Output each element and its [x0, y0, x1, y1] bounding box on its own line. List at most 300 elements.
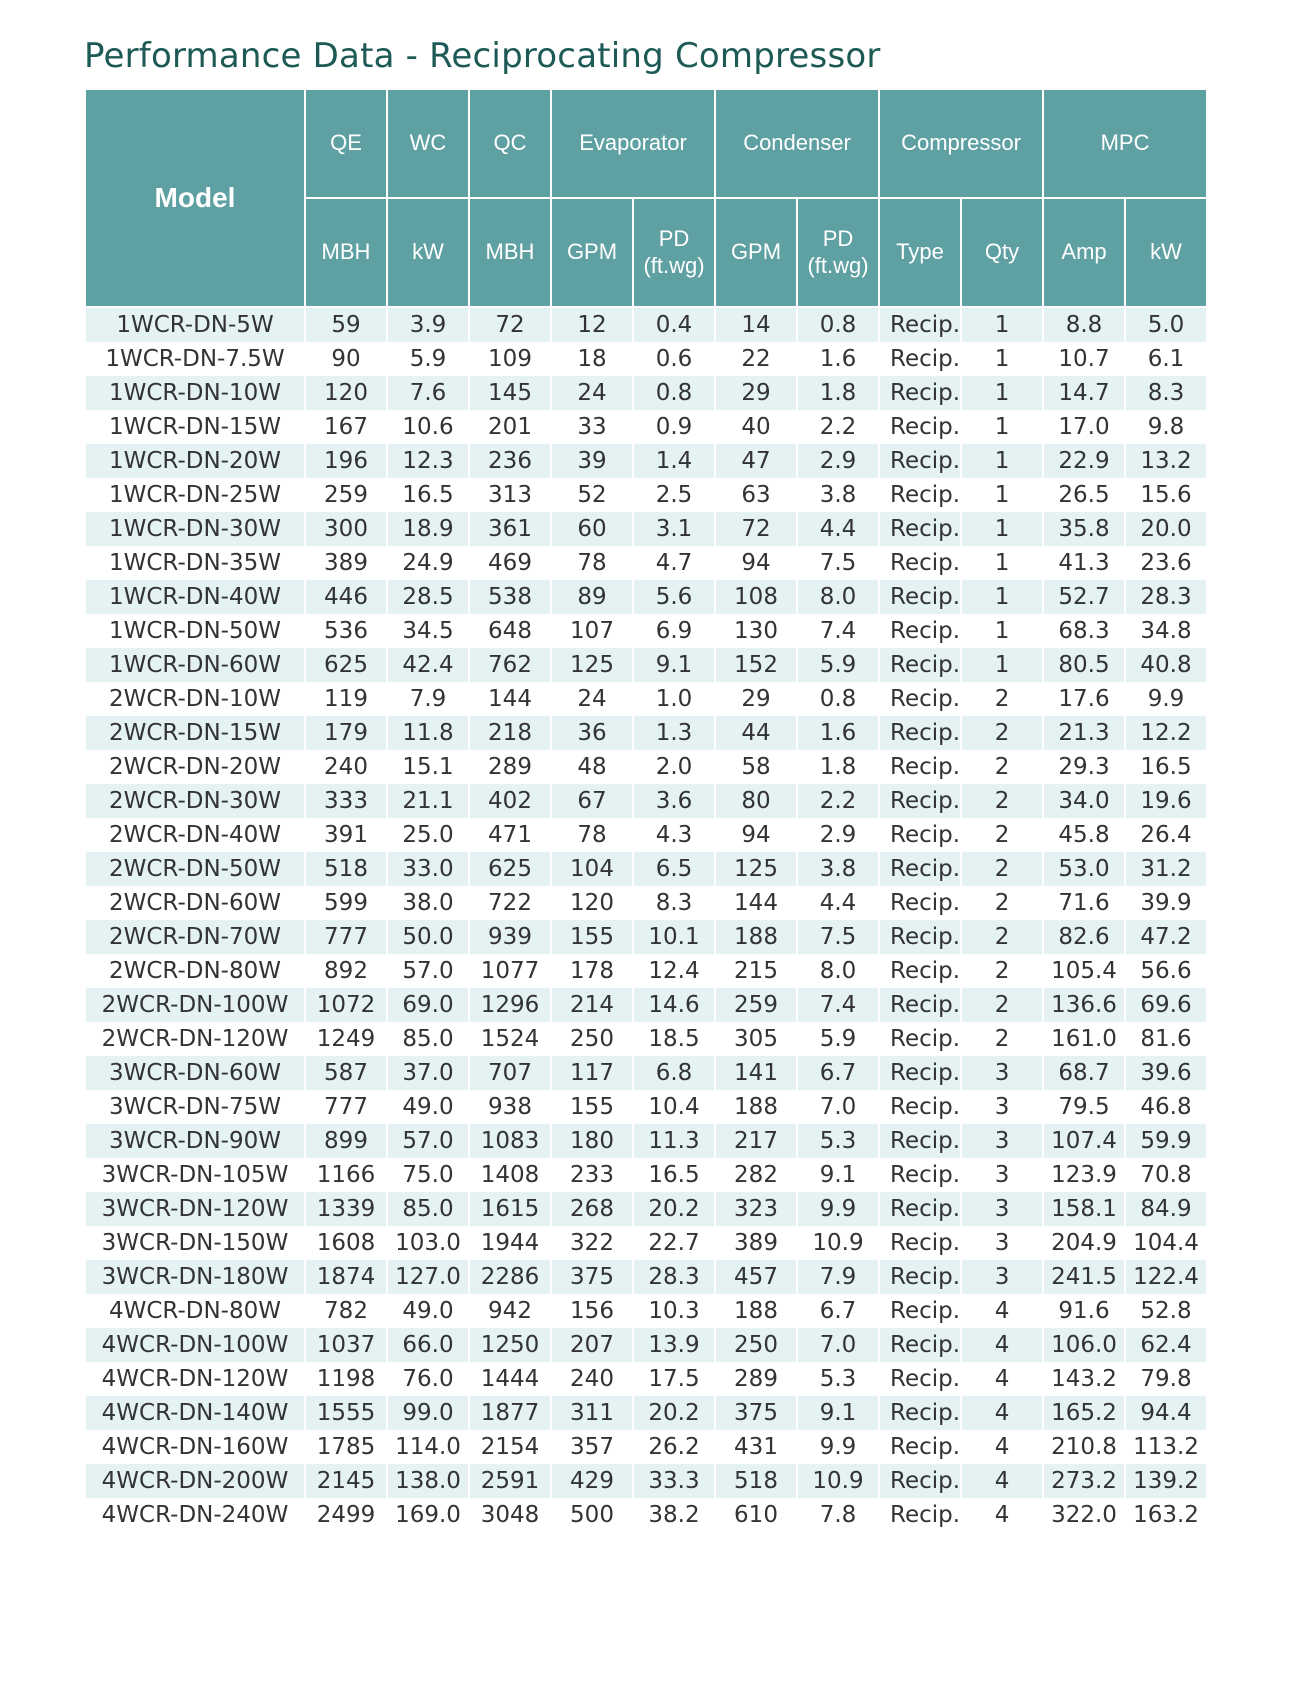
table-body: [85, 307, 1207, 1532]
cell-type: Recip.: [879, 1362, 961, 1396]
cell-cond-gpm: 323: [715, 1192, 797, 1226]
cell-qc-mbh: 722: [469, 886, 551, 920]
cell-evap-pd: 11.3: [633, 1124, 715, 1158]
cell-qty: 1: [961, 512, 1043, 546]
cell-type: Recip.: [879, 852, 961, 886]
cell-cond-gpm: 94: [715, 546, 797, 580]
header-condenser: Condenser: [715, 89, 879, 198]
cell-wc-kw: 99.0: [387, 1396, 469, 1430]
cell-cond-pd: 10.9: [797, 1464, 879, 1498]
header-wc: WC: [387, 89, 469, 198]
subheader-amp: Amp: [1043, 198, 1125, 307]
cell-qe-mbh: 1608: [305, 1226, 387, 1260]
cell-type: Recip.: [879, 716, 961, 750]
cell-evap-pd: 28.3: [633, 1260, 715, 1294]
cell-model: 4WCR-DN-240W: [85, 1498, 305, 1532]
cell-evap-pd: 20.2: [633, 1192, 715, 1226]
cell-evap-pd: 10.3: [633, 1294, 715, 1328]
subheader-evap-pd-unit: (ft.wg): [643, 252, 705, 278]
cell-evap-pd: 16.5: [633, 1158, 715, 1192]
table-row: [85, 818, 1207, 852]
table-row: [85, 852, 1207, 886]
cell-model: 2WCR-DN-30W: [85, 784, 305, 818]
cell-mpc-amp: 68.3: [1043, 614, 1125, 648]
cell-mpc-amp: 35.8: [1043, 512, 1125, 546]
cell-mpc-kw: 113.2: [1125, 1430, 1207, 1464]
cell-evap-gpm: 311: [551, 1396, 633, 1430]
cell-qty: 3: [961, 1124, 1043, 1158]
cell-mpc-kw: 94.4: [1125, 1396, 1207, 1430]
cell-evap-gpm: 429: [551, 1464, 633, 1498]
header-evaporator: Evaporator: [551, 89, 715, 198]
cell-qc-mbh: 3048: [469, 1498, 551, 1532]
table-row: [85, 1430, 1207, 1464]
cell-cond-pd: 3.8: [797, 478, 879, 512]
cell-qty: 4: [961, 1362, 1043, 1396]
cell-cond-gpm: 259: [715, 988, 797, 1022]
cell-qc-mbh: 1083: [469, 1124, 551, 1158]
cell-cond-gpm: 518: [715, 1464, 797, 1498]
cell-type: Recip.: [879, 648, 961, 682]
table-row: [85, 1022, 1207, 1056]
cell-qty: 2: [961, 920, 1043, 954]
cell-evap-gpm: 120: [551, 886, 633, 920]
cell-qc-mbh: 289: [469, 750, 551, 784]
cell-wc-kw: 57.0: [387, 1124, 469, 1158]
cell-model: 2WCR-DN-15W: [85, 716, 305, 750]
cell-qe-mbh: 1249: [305, 1022, 387, 1056]
cell-cond-gpm: 72: [715, 512, 797, 546]
cell-cond-pd: 4.4: [797, 886, 879, 920]
cell-wc-kw: 49.0: [387, 1090, 469, 1124]
header-model: Model: [85, 89, 305, 307]
cell-mpc-amp: 136.6: [1043, 988, 1125, 1022]
subheader-qc-mbh: MBH: [469, 198, 551, 307]
cell-model: 2WCR-DN-40W: [85, 818, 305, 852]
cell-model: 1WCR-DN-60W: [85, 648, 305, 682]
cell-qc-mbh: 144: [469, 682, 551, 716]
cell-qe-mbh: 446: [305, 580, 387, 614]
cell-type: Recip.: [879, 1124, 961, 1158]
cell-mpc-amp: 10.7: [1043, 342, 1125, 376]
cell-model: 1WCR-DN-25W: [85, 478, 305, 512]
table-row: [85, 1498, 1207, 1532]
cell-evap-gpm: 48: [551, 750, 633, 784]
cell-wc-kw: 49.0: [387, 1294, 469, 1328]
cell-cond-gpm: 94: [715, 818, 797, 852]
table-row: [85, 886, 1207, 920]
cell-cond-pd: 7.9: [797, 1260, 879, 1294]
cell-qc-mbh: 648: [469, 614, 551, 648]
table-row: [85, 546, 1207, 580]
cell-mpc-amp: 8.8: [1043, 307, 1125, 342]
cell-evap-gpm: 214: [551, 988, 633, 1022]
cell-evap-gpm: 67: [551, 784, 633, 818]
cell-type: Recip.: [879, 1022, 961, 1056]
cell-qe-mbh: 333: [305, 784, 387, 818]
cell-model: 2WCR-DN-80W: [85, 954, 305, 988]
cell-qe-mbh: 2145: [305, 1464, 387, 1498]
cell-mpc-kw: 69.6: [1125, 988, 1207, 1022]
cell-cond-pd: 7.8: [797, 1498, 879, 1532]
cell-cond-gpm: 47: [715, 444, 797, 478]
cell-evap-pd: 8.3: [633, 886, 715, 920]
cell-evap-pd: 1.4: [633, 444, 715, 478]
cell-qty: 2: [961, 954, 1043, 988]
cell-qe-mbh: 536: [305, 614, 387, 648]
cell-type: Recip.: [879, 444, 961, 478]
cell-type: Recip.: [879, 784, 961, 818]
cell-qe-mbh: 259: [305, 478, 387, 512]
table-row: [85, 1294, 1207, 1328]
cell-qty: 3: [961, 1226, 1043, 1260]
cell-qc-mbh: 469: [469, 546, 551, 580]
cell-cond-gpm: 22: [715, 342, 797, 376]
table-row: [85, 342, 1207, 376]
cell-qc-mbh: 1296: [469, 988, 551, 1022]
cell-model: 3WCR-DN-90W: [85, 1124, 305, 1158]
cell-qe-mbh: 777: [305, 1090, 387, 1124]
cell-qe-mbh: 389: [305, 546, 387, 580]
cell-cond-gpm: 80: [715, 784, 797, 818]
table-row: [85, 1328, 1207, 1362]
cell-mpc-amp: 68.7: [1043, 1056, 1125, 1090]
cell-wc-kw: 138.0: [387, 1464, 469, 1498]
cell-qe-mbh: 119: [305, 682, 387, 716]
cell-cond-pd: 1.6: [797, 716, 879, 750]
cell-evap-pd: 20.2: [633, 1396, 715, 1430]
cell-qc-mbh: 1408: [469, 1158, 551, 1192]
cell-mpc-amp: 34.0: [1043, 784, 1125, 818]
cell-mpc-amp: 71.6: [1043, 886, 1125, 920]
cell-qc-mbh: 939: [469, 920, 551, 954]
cell-mpc-amp: 17.0: [1043, 410, 1125, 444]
cell-qty: 3: [961, 1090, 1043, 1124]
cell-evap-gpm: 52: [551, 478, 633, 512]
cell-cond-gpm: 389: [715, 1226, 797, 1260]
cell-model: 1WCR-DN-7.5W: [85, 342, 305, 376]
cell-mpc-amp: 158.1: [1043, 1192, 1125, 1226]
cell-mpc-kw: 56.6: [1125, 954, 1207, 988]
cell-qty: 2: [961, 1022, 1043, 1056]
cell-wc-kw: 114.0: [387, 1430, 469, 1464]
cell-qe-mbh: 782: [305, 1294, 387, 1328]
cell-model: 1WCR-DN-20W: [85, 444, 305, 478]
cell-model: 2WCR-DN-120W: [85, 1022, 305, 1056]
cell-mpc-kw: 26.4: [1125, 818, 1207, 852]
cell-mpc-kw: 139.2: [1125, 1464, 1207, 1498]
cell-qty: 1: [961, 478, 1043, 512]
subheader-evap-gpm: GPM: [551, 198, 633, 307]
cell-evap-gpm: 500: [551, 1498, 633, 1532]
cell-model: 3WCR-DN-150W: [85, 1226, 305, 1260]
cell-type: Recip.: [879, 512, 961, 546]
cell-mpc-amp: 41.3: [1043, 546, 1125, 580]
cell-qty: 3: [961, 1260, 1043, 1294]
cell-evap-pd: 10.4: [633, 1090, 715, 1124]
cell-cond-gpm: 215: [715, 954, 797, 988]
cell-mpc-kw: 47.2: [1125, 920, 1207, 954]
cell-evap-pd: 0.9: [633, 410, 715, 444]
cell-mpc-amp: 105.4: [1043, 954, 1125, 988]
cell-mpc-amp: 14.7: [1043, 376, 1125, 410]
cell-qe-mbh: 892: [305, 954, 387, 988]
cell-evap-pd: 17.5: [633, 1362, 715, 1396]
cell-evap-gpm: 240: [551, 1362, 633, 1396]
cell-type: Recip.: [879, 342, 961, 376]
table-row: [85, 682, 1207, 716]
cell-qe-mbh: 777: [305, 920, 387, 954]
cell-model: 3WCR-DN-105W: [85, 1158, 305, 1192]
table-row: [85, 920, 1207, 954]
cell-mpc-kw: 59.9: [1125, 1124, 1207, 1158]
cell-qty: 1: [961, 376, 1043, 410]
table-row: [85, 988, 1207, 1022]
table-row: [85, 750, 1207, 784]
cell-cond-gpm: 29: [715, 376, 797, 410]
cell-model: 2WCR-DN-60W: [85, 886, 305, 920]
header-compressor: Compressor: [879, 89, 1043, 198]
cell-evap-gpm: 357: [551, 1430, 633, 1464]
cell-mpc-kw: 20.0: [1125, 512, 1207, 546]
table-row: [85, 716, 1207, 750]
cell-evap-pd: 1.3: [633, 716, 715, 750]
cell-type: Recip.: [879, 1464, 961, 1498]
cell-mpc-kw: 79.8: [1125, 1362, 1207, 1396]
cell-mpc-kw: 19.6: [1125, 784, 1207, 818]
cell-type: Recip.: [879, 1430, 961, 1464]
cell-mpc-kw: 8.3: [1125, 376, 1207, 410]
cell-cond-pd: 10.9: [797, 1226, 879, 1260]
cell-qty: 4: [961, 1396, 1043, 1430]
cell-wc-kw: 10.6: [387, 410, 469, 444]
cell-evap-gpm: 178: [551, 954, 633, 988]
cell-qc-mbh: 1944: [469, 1226, 551, 1260]
cell-qty: 2: [961, 682, 1043, 716]
subheader-cond-gpm: GPM: [715, 198, 797, 307]
cell-evap-gpm: 78: [551, 546, 633, 580]
header-qc: QC: [469, 89, 551, 198]
table-row: [85, 1192, 1207, 1226]
cell-qc-mbh: 1444: [469, 1362, 551, 1396]
cell-wc-kw: 66.0: [387, 1328, 469, 1362]
cell-evap-pd: 1.0: [633, 682, 715, 716]
cell-wc-kw: 75.0: [387, 1158, 469, 1192]
cell-cond-pd: 0.8: [797, 682, 879, 716]
cell-evap-pd: 2.5: [633, 478, 715, 512]
cell-mpc-amp: 22.9: [1043, 444, 1125, 478]
header-qe: QE: [305, 89, 387, 198]
cell-model: 1WCR-DN-35W: [85, 546, 305, 580]
cell-mpc-kw: 62.4: [1125, 1328, 1207, 1362]
cell-cond-gpm: 141: [715, 1056, 797, 1090]
cell-wc-kw: 16.5: [387, 478, 469, 512]
cell-evap-pd: 22.7: [633, 1226, 715, 1260]
cell-model: 4WCR-DN-100W: [85, 1328, 305, 1362]
cell-cond-gpm: 144: [715, 886, 797, 920]
cell-qc-mbh: 762: [469, 648, 551, 682]
cell-cond-gpm: 250: [715, 1328, 797, 1362]
cell-cond-gpm: 29: [715, 682, 797, 716]
cell-type: Recip.: [879, 307, 961, 342]
table-row: [85, 954, 1207, 988]
cell-evap-gpm: 33: [551, 410, 633, 444]
cell-model: 2WCR-DN-20W: [85, 750, 305, 784]
cell-qe-mbh: 1037: [305, 1328, 387, 1362]
cell-cond-pd: 7.4: [797, 988, 879, 1022]
cell-model: 3WCR-DN-120W: [85, 1192, 305, 1226]
table-row: [85, 1056, 1207, 1090]
cell-cond-pd: 5.3: [797, 1362, 879, 1396]
cell-evap-pd: 9.1: [633, 648, 715, 682]
cell-cond-gpm: 44: [715, 716, 797, 750]
cell-evap-pd: 6.9: [633, 614, 715, 648]
cell-qc-mbh: 625: [469, 852, 551, 886]
cell-qc-mbh: 2591: [469, 1464, 551, 1498]
table-row: [85, 307, 1207, 342]
cell-cond-pd: 3.8: [797, 852, 879, 886]
cell-qty: 2: [961, 750, 1043, 784]
cell-qc-mbh: 201: [469, 410, 551, 444]
cell-qc-mbh: 1077: [469, 954, 551, 988]
cell-evap-pd: 14.6: [633, 988, 715, 1022]
cell-qty: 3: [961, 1192, 1043, 1226]
cell-model: 1WCR-DN-50W: [85, 614, 305, 648]
cell-qc-mbh: 218: [469, 716, 551, 750]
cell-evap-gpm: 155: [551, 920, 633, 954]
cell-qe-mbh: 196: [305, 444, 387, 478]
cell-qe-mbh: 1555: [305, 1396, 387, 1430]
cell-qc-mbh: 1877: [469, 1396, 551, 1430]
cell-wc-kw: 169.0: [387, 1498, 469, 1532]
table-row: [85, 1396, 1207, 1430]
table-row: [85, 1464, 1207, 1498]
cell-evap-gpm: 180: [551, 1124, 633, 1158]
cell-evap-pd: 5.6: [633, 580, 715, 614]
cell-qc-mbh: 938: [469, 1090, 551, 1124]
cell-wc-kw: 3.9: [387, 307, 469, 342]
cell-mpc-kw: 28.3: [1125, 580, 1207, 614]
page-title: Performance Data - Reciprocating Compressor: [84, 36, 881, 76]
cell-mpc-amp: 53.0: [1043, 852, 1125, 886]
cell-cond-pd: 2.9: [797, 818, 879, 852]
cell-cond-pd: 1.8: [797, 750, 879, 784]
cell-cond-pd: 0.8: [797, 307, 879, 342]
cell-type: Recip.: [879, 580, 961, 614]
table-row: [85, 512, 1207, 546]
cell-model: 1WCR-DN-30W: [85, 512, 305, 546]
cell-mpc-amp: 29.3: [1043, 750, 1125, 784]
cell-qty: 4: [961, 1430, 1043, 1464]
cell-mpc-amp: 21.3: [1043, 716, 1125, 750]
cell-evap-pd: 4.3: [633, 818, 715, 852]
cell-cond-pd: 7.5: [797, 546, 879, 580]
cell-wc-kw: 38.0: [387, 886, 469, 920]
cell-mpc-amp: 79.5: [1043, 1090, 1125, 1124]
table-row: [85, 784, 1207, 818]
cell-mpc-amp: 107.4: [1043, 1124, 1125, 1158]
cell-cond-pd: 9.1: [797, 1396, 879, 1430]
cell-model: 1WCR-DN-5W: [85, 307, 305, 342]
cell-cond-gpm: 188: [715, 920, 797, 954]
cell-qe-mbh: 899: [305, 1124, 387, 1158]
table-row: [85, 648, 1207, 682]
cell-wc-kw: 85.0: [387, 1022, 469, 1056]
cell-evap-gpm: 322: [551, 1226, 633, 1260]
cell-mpc-amp: 91.6: [1043, 1294, 1125, 1328]
cell-wc-kw: 18.9: [387, 512, 469, 546]
cell-evap-pd: 10.1: [633, 920, 715, 954]
cell-qe-mbh: 300: [305, 512, 387, 546]
cell-mpc-amp: 165.2: [1043, 1396, 1125, 1430]
cell-qc-mbh: 402: [469, 784, 551, 818]
table-row: [85, 1158, 1207, 1192]
cell-cond-pd: 5.9: [797, 1022, 879, 1056]
subheader-mpc-kw: kW: [1125, 198, 1207, 307]
cell-mpc-kw: 81.6: [1125, 1022, 1207, 1056]
cell-qc-mbh: 109: [469, 342, 551, 376]
cell-mpc-kw: 84.9: [1125, 1192, 1207, 1226]
cell-cond-gpm: 289: [715, 1362, 797, 1396]
cell-mpc-amp: 241.5: [1043, 1260, 1125, 1294]
cell-qe-mbh: 587: [305, 1056, 387, 1090]
cell-type: Recip.: [879, 954, 961, 988]
cell-cond-gpm: 63: [715, 478, 797, 512]
cell-type: Recip.: [879, 546, 961, 580]
cell-cond-gpm: 431: [715, 1430, 797, 1464]
cell-evap-gpm: 36: [551, 716, 633, 750]
cell-mpc-kw: 163.2: [1125, 1498, 1207, 1532]
cell-wc-kw: 28.5: [387, 580, 469, 614]
cell-qty: 2: [961, 852, 1043, 886]
cell-cond-gpm: 305: [715, 1022, 797, 1056]
subheader-cond-pd: [797, 198, 879, 307]
table-row: [85, 444, 1207, 478]
cell-evap-gpm: 233: [551, 1158, 633, 1192]
cell-qe-mbh: 1339: [305, 1192, 387, 1226]
cell-cond-pd: 7.0: [797, 1328, 879, 1362]
cell-qty: 1: [961, 410, 1043, 444]
cell-mpc-kw: 70.8: [1125, 1158, 1207, 1192]
cell-cond-pd: 9.9: [797, 1430, 879, 1464]
cell-qty: 1: [961, 342, 1043, 376]
cell-evap-gpm: 24: [551, 376, 633, 410]
cell-wc-kw: 37.0: [387, 1056, 469, 1090]
table-row: [85, 376, 1207, 410]
table-row: [85, 580, 1207, 614]
cell-mpc-amp: 210.8: [1043, 1430, 1125, 1464]
cell-evap-pd: 4.7: [633, 546, 715, 580]
cell-qc-mbh: 538: [469, 580, 551, 614]
table-row: [85, 1226, 1207, 1260]
cell-evap-gpm: 18: [551, 342, 633, 376]
cell-evap-gpm: 60: [551, 512, 633, 546]
cell-mpc-amp: 52.7: [1043, 580, 1125, 614]
cell-evap-gpm: 24: [551, 682, 633, 716]
cell-mpc-kw: 15.6: [1125, 478, 1207, 512]
cell-evap-pd: 12.4: [633, 954, 715, 988]
cell-evap-gpm: 89: [551, 580, 633, 614]
cell-mpc-amp: 322.0: [1043, 1498, 1125, 1532]
cell-mpc-kw: 122.4: [1125, 1260, 1207, 1294]
cell-type: Recip.: [879, 1226, 961, 1260]
cell-wc-kw: 85.0: [387, 1192, 469, 1226]
cell-qty: 2: [961, 716, 1043, 750]
cell-qe-mbh: 1166: [305, 1158, 387, 1192]
cell-qe-mbh: 599: [305, 886, 387, 920]
cell-cond-pd: 7.4: [797, 614, 879, 648]
header-mpc: MPC: [1043, 89, 1207, 198]
